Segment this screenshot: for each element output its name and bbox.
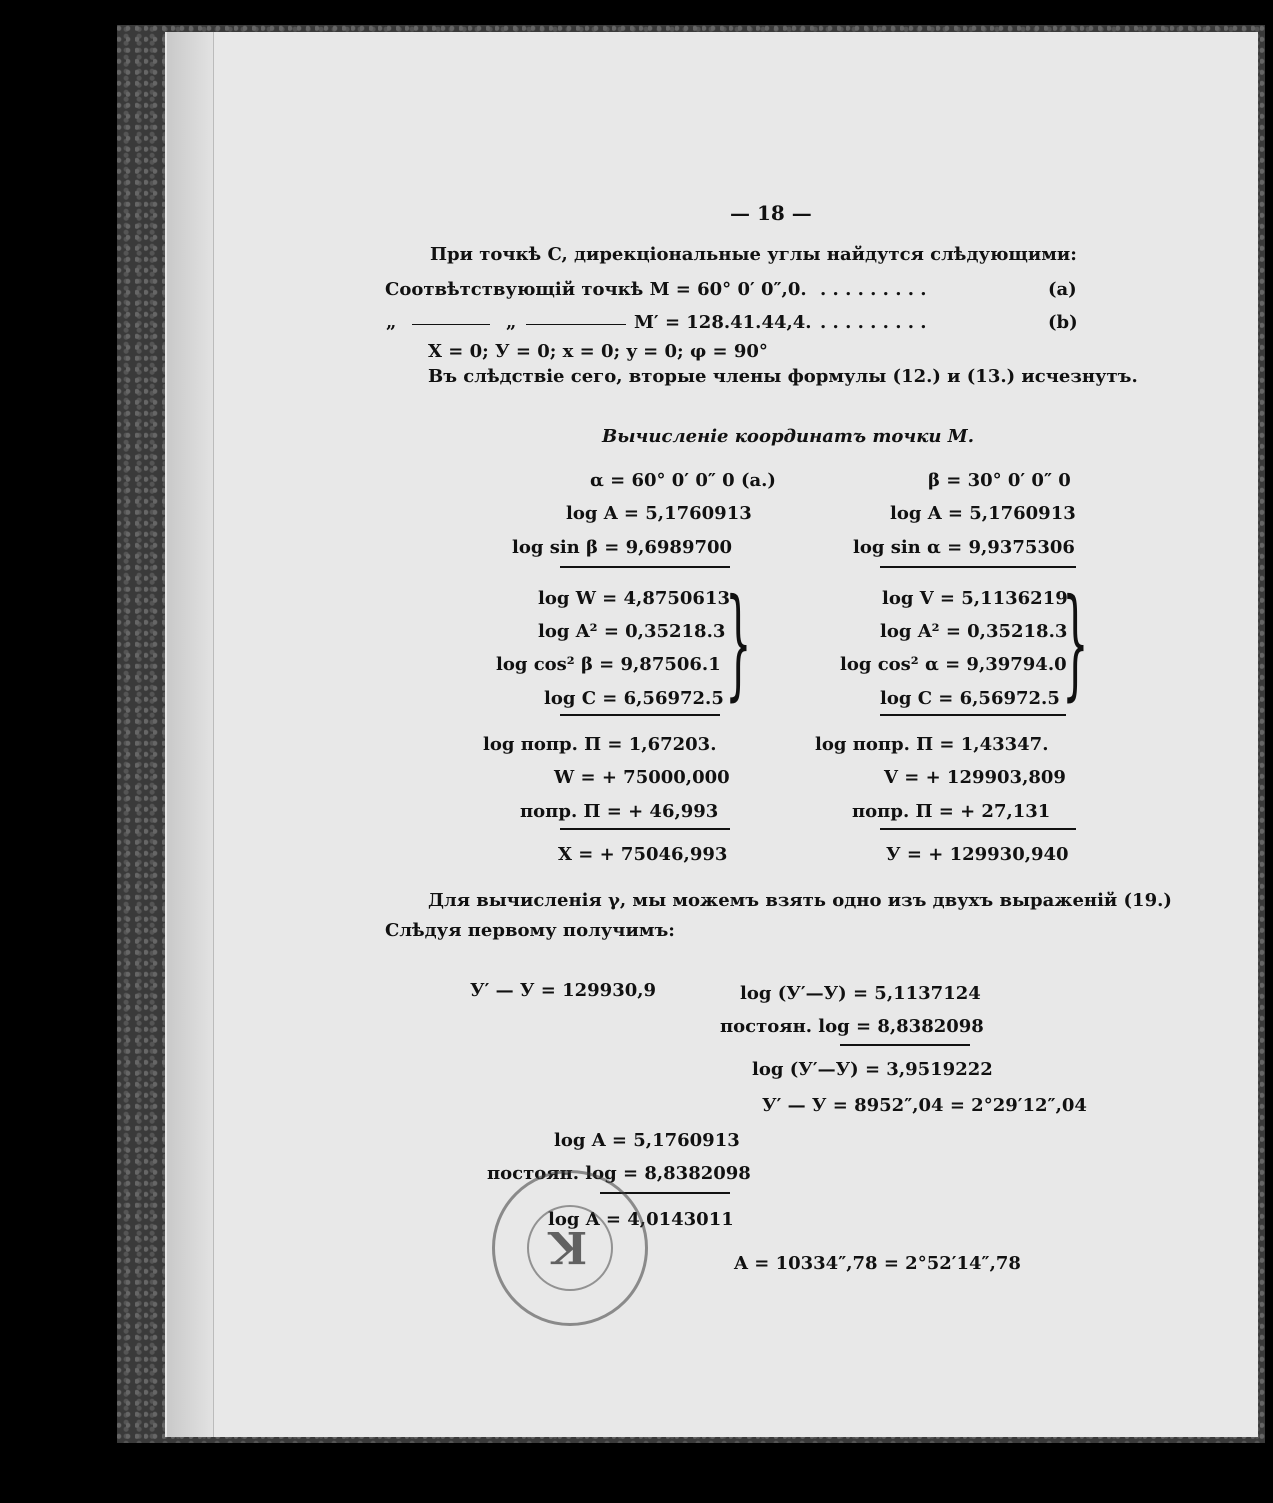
left-log-sin: log sin β = 9,6989700 (512, 537, 733, 558)
left-brace: } (725, 574, 752, 713)
left-log-a: log A = 5,1760913 (566, 503, 752, 524)
intro-line: При точкѣ C, дирекціональные углы найдутся слѣдующими: (430, 244, 1077, 265)
right-rule-1 (880, 566, 1076, 568)
equation-tag-b: (b) (1048, 312, 1078, 333)
right-log-sin: log sin α = 9,9375306 (853, 537, 1075, 558)
gamma-line: Для вычисленія γ, мы можемъ взять одно изъ двухъ выраженій (19.) (428, 890, 1172, 911)
zero-values: X = 0; У = 0; x = 0; y = 0; φ = 90° (428, 341, 768, 362)
left-log-correction: log попр. Π = 1,67203. (483, 734, 717, 755)
log-y-difference: log (У′—У) = 5,1137124 (740, 983, 981, 1004)
left-rule-1 (560, 566, 730, 568)
formula-a: Соотвѣтствующій точкѣ M = 60° 0′ 0″,0. (385, 279, 807, 300)
beta-value: β = 30° 0′ 0″ 0 (928, 470, 1071, 491)
page-gutter (167, 32, 214, 1437)
right-log-v: log V = 5,1136219 (882, 588, 1068, 609)
left-rule-3 (560, 828, 730, 830)
right-log-a2: log A² = 0,35218.3 (880, 621, 1068, 642)
ditto-mark-2: „ (506, 312, 517, 333)
right-log-cos: log cos² α = 9,39794.0 (840, 654, 1067, 675)
left-log-c: log C = 6,56972.5 (544, 688, 724, 709)
y-difference: У′ — У = 129930,9 (470, 980, 657, 1001)
right-rule-2 (880, 714, 1066, 716)
log-y-difference-2: log (У′—У) = 3,9519222 (752, 1059, 993, 1080)
page-number: — 18 — (730, 201, 812, 225)
equation-tag-a: (a) (1048, 279, 1077, 300)
w-value: W = + 75000,000 (554, 767, 730, 788)
log-a-result: log A = 4,0143011 (548, 1209, 734, 1230)
ditto-rule-2 (526, 324, 626, 325)
left-log-cos: log cos² β = 9,87506.1 (496, 654, 721, 675)
y-value: У = + 129930,940 (886, 844, 1069, 865)
right-log-a: log A = 5,1760913 (890, 503, 1076, 524)
x-value: X = + 75046,993 (558, 844, 728, 865)
v-value: V = + 129903,809 (884, 767, 1066, 788)
leader-dots-a: . . . . . . . . . (820, 279, 927, 300)
constant-log-1: постоян. log = 8,8382098 (720, 1016, 984, 1037)
right-log-c: log C = 6,56972.5 (880, 688, 1060, 709)
right-log-correction: log попр. Π = 1,43347. (815, 734, 1049, 755)
log-a-again: log A = 5,1760913 (554, 1130, 740, 1151)
right-brace: } (1062, 574, 1089, 713)
right-rule-3 (880, 828, 1076, 830)
formula-b: M′ = 128.41.44,4. (634, 312, 812, 333)
constant-log-2: постоян. log = 8,8382098 (487, 1163, 751, 1184)
left-correction: попр. Π = + 46,993 (520, 801, 719, 822)
consequence-line: Въ слѣдствіе сего, вторые члены формулы (12.) и (13.) исчезнутъ. (428, 366, 1138, 387)
ditto-mark-1: „ (386, 312, 397, 333)
y-difference-arc: У′ — У = 8952″,04 = 2°29′12″,04 (762, 1095, 1087, 1116)
a-result: A = 10334″,78 = 2°52′14″,78 (734, 1253, 1021, 1274)
ditto-rule-1 (412, 324, 490, 325)
stamp-letter: K (549, 1221, 588, 1272)
rule-c (840, 1044, 970, 1046)
left-log-a2: log A² = 0,35218.3 (538, 621, 726, 642)
leader-dots-b: . . . . . . . . . (820, 312, 927, 333)
library-stamp (492, 1170, 648, 1326)
following-line: Слѣдуя первому получимъ: (385, 920, 675, 941)
section-heading: Вычисленіе координатъ точки M. (602, 426, 974, 447)
right-correction: попр. Π = + 27,131 (852, 801, 1051, 822)
alpha-value: α = 60° 0′ 0″ 0 (a.) (590, 470, 776, 491)
left-log-w: log W = 4,8750613 (538, 588, 730, 609)
left-rule-2 (560, 714, 720, 716)
